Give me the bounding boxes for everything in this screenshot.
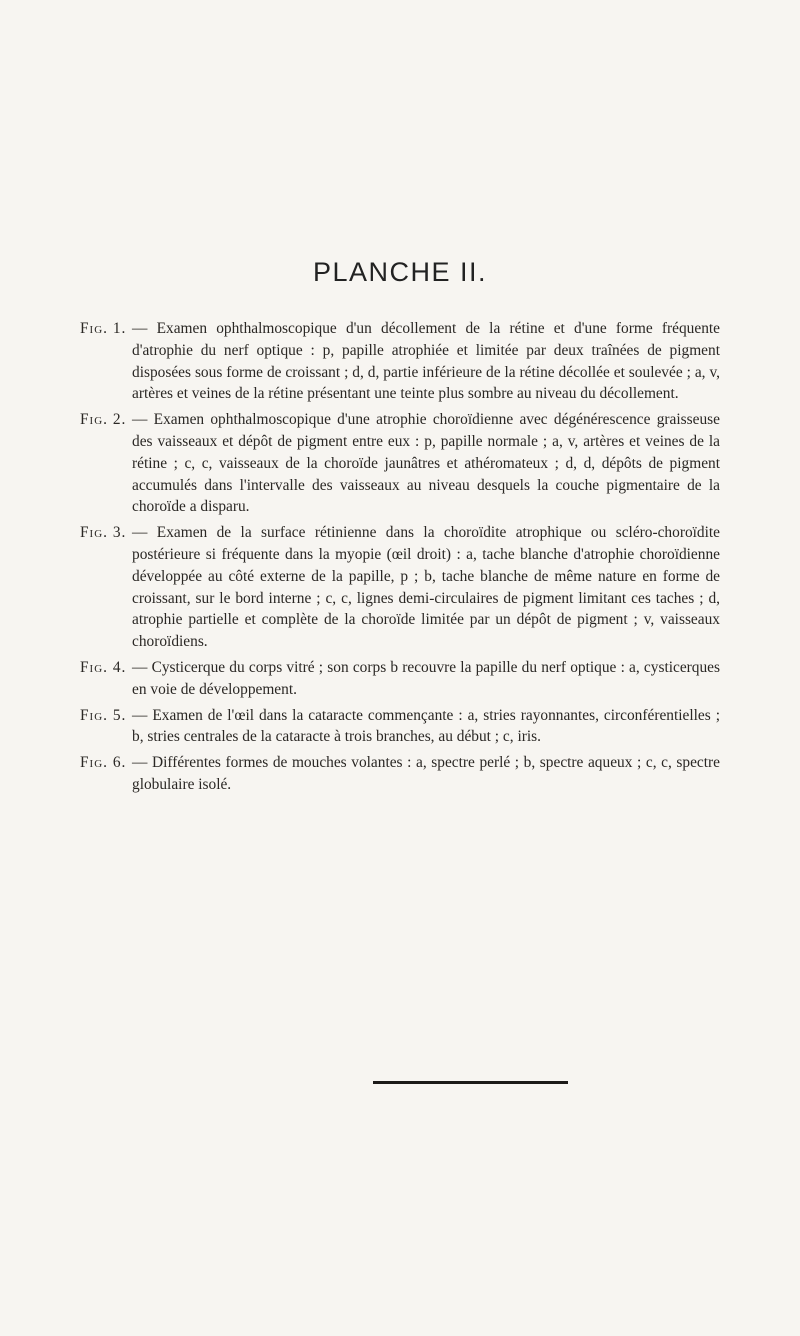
figure-caption-4	[80, 657, 720, 701]
figure-description: — Examen ophthalmoscopique d'une atrophie choroïdienne avec dégénérescence graisseuse des vaisseaux et dépôt de pigment entre eux : p, papille normale ; a, v, artères et veines de la rétine ; c, c, vaisseaux de la choroïde jaunâtres et athéromateux ; d, d, dépôts de pigment accumulés dans l'intervalle des vaisseaux au niveau desquels la couche pigmentaire de la choroïde a disparu.	[132, 411, 720, 516]
figure-label: Fig. 2.	[80, 411, 127, 429]
figure-description: — Différentes formes de mouches volantes : a, spectre perlé ; b, spectre aqueux ; c, c, spectre globulaire isolé.	[132, 754, 720, 793]
figure-captions	[80, 318, 720, 800]
figure-label: Fig. 3.	[80, 524, 127, 542]
figure-caption-6	[80, 752, 720, 796]
figure-caption-3	[80, 522, 720, 653]
page-title: PLANCHE II.	[312, 257, 488, 287]
figure-description: — Examen de la surface rétinienne dans la choroïdite atrophique ou scléro-choroïdite postérieure si fréquente dans la myopie (œil droit) : a, tache blanche d'atrophie choroïdienne développée au côté externe de la papille, p ; b, tache blanche de même nature en forme de croissant, sur le bord interne ; c, c, lignes demi-circulaires de pigment limitant ces taches ; d, atrophie partielle et complète de la choroïde limitée par un dépôt de pigment ; v, vaisseaux choroïdiens.	[132, 524, 720, 651]
figure-description: — Examen de l'œil dans la cataracte commençante : a, stries rayonnantes, circonférentielles ; b, stries centrales de la cataracte à trois branches, au début ; c, iris.	[132, 706, 720, 746]
figure-description: — Cysticerque du corps vitré ; son corps b recouvre la papille du nerf optique : a, cysticerques en voie de développement.	[132, 658, 720, 698]
divider-rule	[373, 1081, 568, 1084]
figure-description: — Examen ophthalmoscopique d'un décollement de la rétine et d'une forme fréquente d'atrophie du nerf optique : p, papille atrophiée et limitée par deux traînées de pigment disposées sous forme de croissant ; d, d, partie inférieure de la rétine décollée et soulevée ; a, v, artères et veines de la rétine présentant une teinte plus sombre au niveau du décollement.	[132, 320, 720, 403]
figure-caption-2	[80, 409, 720, 518]
figure-label: Fig. 4.	[80, 658, 127, 676]
figure-caption-1	[80, 318, 720, 405]
figure-label: Fig. 5.	[80, 706, 127, 724]
figure-label: Fig. 6.	[80, 754, 127, 772]
figure-caption-5	[80, 705, 720, 749]
figure-label: Fig. 1.	[80, 320, 127, 337]
